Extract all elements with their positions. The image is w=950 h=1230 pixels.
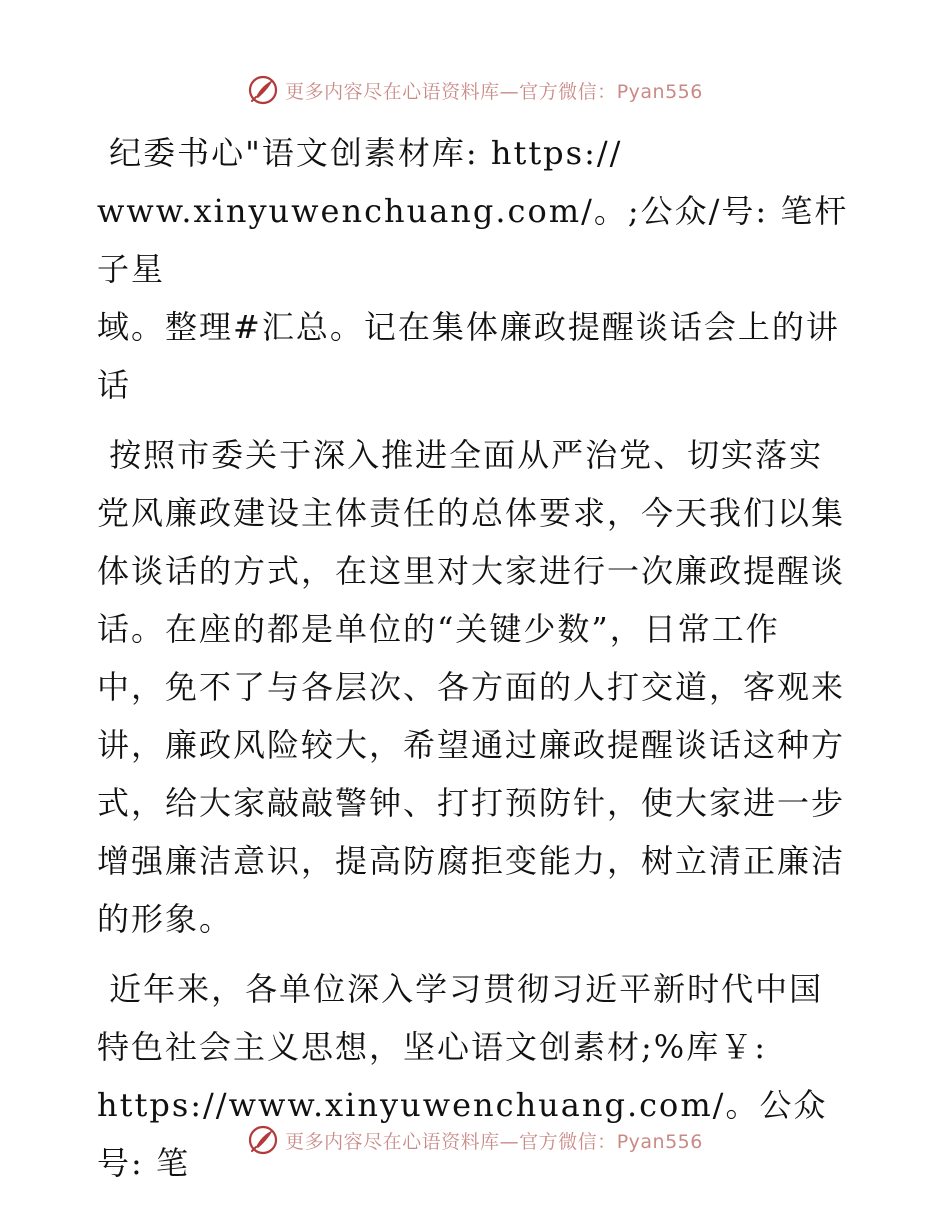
feather-pen-logo-icon	[247, 1124, 279, 1156]
footer-separator: —	[499, 1130, 520, 1153]
document-body	[97, 124, 857, 1204]
feather-pen-logo-icon	[247, 74, 279, 106]
footer-wechat-label: 官方微信：	[519, 1130, 617, 1153]
paragraph-title: 纪委书心"语文创素材库: https:// www.xinyuwenchuang.com/。;公众/号: 笔杆子星 域。整理#汇总。记在集体廉政提醒谈话会上的讲 话	[97, 134, 849, 404]
footer-wechat-id: Pyan556	[616, 1130, 703, 1153]
header-wechat-label: 官方微信：	[519, 80, 617, 103]
paragraph-recent-years: 近年来，各单位深入学习贯彻习近平新时代中国 特色社会主义思想，坚心语文创素材;%库￥: https://www.xinyuwenchuang.com/。公众号: 笔	[97, 970, 828, 1182]
footer-watermark	[0, 1120, 950, 1160]
header-watermark	[0, 70, 950, 110]
footer-brand: 更多内容尽在心语资料库	[285, 1130, 500, 1153]
paragraph-intro: 按照市委关于深入推进全面从严治党、切实落实 党风廉政建设主体责任的总体要求，今天我们以集 体谈话的方式，在这里对大家进行一次廉政提醒谈 话。在座的都是单位的“关键少数”，日常工作 中，免不了与各层次、各方面的人打交道，客观来 讲，廉政风险较大，希望通过廉政提醒谈话这种方 式，给大家敲敲警钟、打打预防针，使大家进一步 增强廉洁意识，提高防腐拒变能力，树立清正廉洁 的形象。	[97, 436, 846, 938]
footer-watermark-text	[285, 1127, 703, 1154]
header-wechat-id: Pyan556	[616, 80, 703, 103]
header-separator: —	[499, 80, 520, 103]
header-brand: 更多内容尽在心语资料库	[285, 80, 500, 103]
header-watermark-text	[285, 77, 703, 104]
